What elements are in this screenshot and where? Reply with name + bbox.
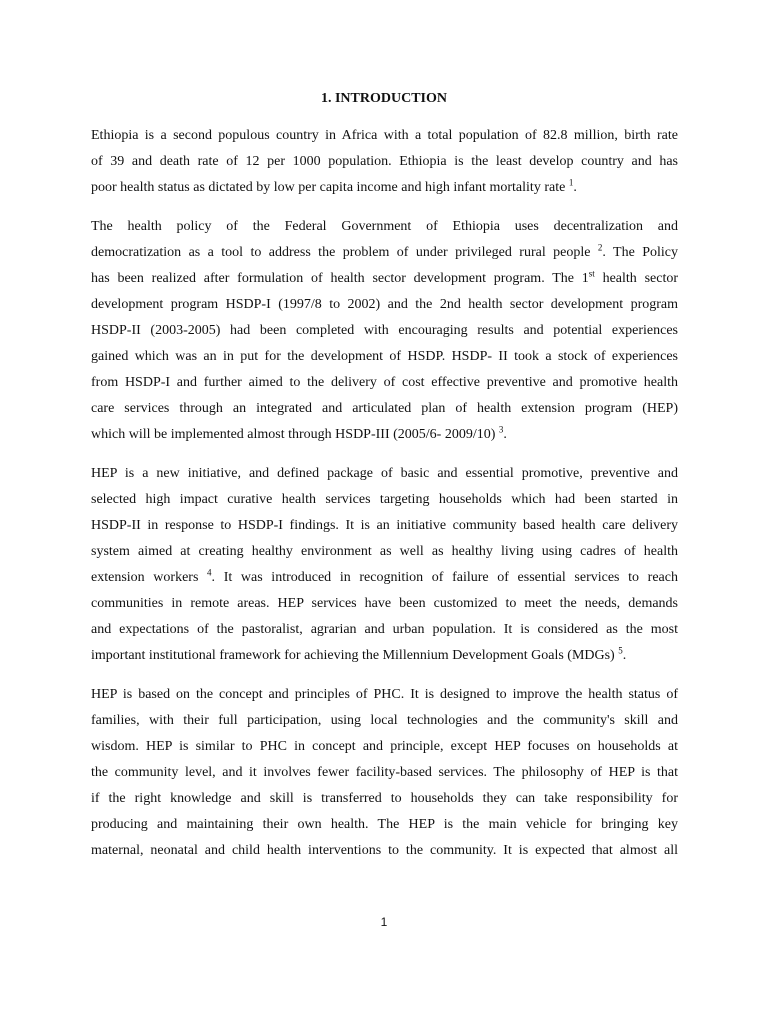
line-text: the community level, and it involves fewer facility-based services. The philosophy of HEP is that [91, 765, 678, 780]
text-line [91, 123, 678, 149]
text-line [91, 812, 678, 838]
line-text: families, with their full participation, using local technologies and the community's skill and [91, 713, 678, 728]
paragraph [91, 461, 678, 669]
footnote-reference: 4 [207, 567, 212, 578]
line-text: HEP is based on the concept and principles of PHC. It is designed to improve the health status of [91, 687, 678, 702]
text-line [91, 708, 678, 734]
line-text-continued: . [503, 427, 507, 442]
line-text: system aimed at creating healthy environment as well as healthy living using cadres of health [91, 544, 678, 559]
text-line [91, 175, 678, 201]
line-text: from HSDP-I and further aimed to the delivery of cost effective preventive and promotive health [91, 375, 678, 390]
line-text: The health policy of the Federal Government of Ethiopia uses decentralization and [91, 219, 678, 234]
paragraph [91, 682, 678, 864]
paragraph [91, 123, 678, 201]
text-line [91, 513, 678, 539]
line-text: democratization as a tool to address the problem of under privileged rural people [91, 245, 598, 260]
line-text: which will be implemented almost through HSDP-III (2005/6- 2009/10) [91, 427, 499, 442]
text-line [91, 344, 678, 370]
footnote-reference: 2 [597, 242, 603, 253]
line-text: HSDP-II in response to HSDP-I findings. It is an initiative community based health care delivery [91, 518, 678, 533]
line-text-continued: . [573, 180, 577, 195]
section-heading: 1. INTRODUCTION [320, 91, 447, 106]
line-text: HEP is a new initiative, and defined package of basic and essential promotive, preventive and [91, 466, 678, 481]
text-line [91, 266, 678, 292]
text-line [91, 760, 678, 786]
text-line [91, 422, 678, 448]
line-text-continued: . [622, 648, 627, 663]
line-text: communities in remote areas. HEP services have been customized to meet the needs, demands [91, 596, 678, 611]
line-text-continued: . The Policy [602, 245, 678, 260]
page-number: 1 [380, 915, 388, 929]
line-text: development program HSDP-I (1997/8 to 2002) and the 2nd health sector development program [91, 297, 678, 312]
line-text: maternal, neonatal and child health interventions to the community. It is expected that almost all [91, 843, 678, 858]
footnote-reference: 3 [498, 424, 504, 435]
text-line [91, 682, 678, 708]
text-line [91, 539, 678, 565]
line-text: care services through an integrated and articulated plan of health extension program (HEP) [91, 401, 678, 416]
line-text-continued: . It was introduced in recognition of failure of essential services to reach [211, 570, 678, 585]
text-line [91, 214, 678, 240]
text-line [91, 565, 678, 591]
line-text: of 39 and death rate of 12 per 1000 population. Ethiopia is the least develop country and has [91, 154, 678, 169]
line-text: poor health status as dictated by low per capita income and high infant mortality rate [91, 180, 569, 195]
paragraph [91, 214, 678, 448]
line-text: and expectations of the pastoralist, agrarian and urban population. It is considered as the most [91, 622, 678, 637]
text-line [91, 617, 678, 643]
text-line [91, 370, 678, 396]
text-line [91, 786, 678, 812]
line-text: wisdom. HEP is similar to PHC in concept and principle, except HEP focuses on households at [91, 739, 678, 754]
text-line [91, 487, 678, 513]
text-line [91, 292, 678, 318]
footnote-reference: 5 [618, 645, 623, 656]
text-line [91, 461, 678, 487]
text-line [91, 734, 678, 760]
text-line [91, 149, 678, 175]
line-text: Ethiopia is a second populous country in Africa with a total population of 82.8 million, birth rate [91, 128, 678, 143]
line-text: if the right knowledge and skill is transferred to households they can take responsibility for [91, 791, 678, 806]
line-text: producing and maintaining their own health. The HEP is the main vehicle for bringing key [91, 817, 678, 832]
line-text: important institutional framework for achieving the Millennium Development Goals (MDGs) [91, 648, 619, 663]
line-text: has been realized after formulation of health sector development program. The 1 [91, 271, 589, 286]
line-text: selected high impact curative health services targeting households which had been started in [91, 492, 678, 507]
line-text: HSDP-II (2003-2005) had been completed with encouraging results and potential experiences [91, 323, 678, 338]
line-text-continued: health sector [594, 271, 678, 286]
text-line [91, 318, 678, 344]
footnote-reference: 1 [568, 177, 574, 188]
text-line [91, 240, 678, 266]
text-line [91, 643, 678, 669]
text-line [91, 591, 678, 617]
line-text: extension workers [91, 570, 208, 585]
footnote-reference: st [588, 268, 595, 279]
text-line [91, 396, 678, 422]
text-line [91, 838, 678, 864]
line-text: gained which was an in put for the development of HSDP. HSDP- II took a stock of experiences [91, 349, 678, 364]
